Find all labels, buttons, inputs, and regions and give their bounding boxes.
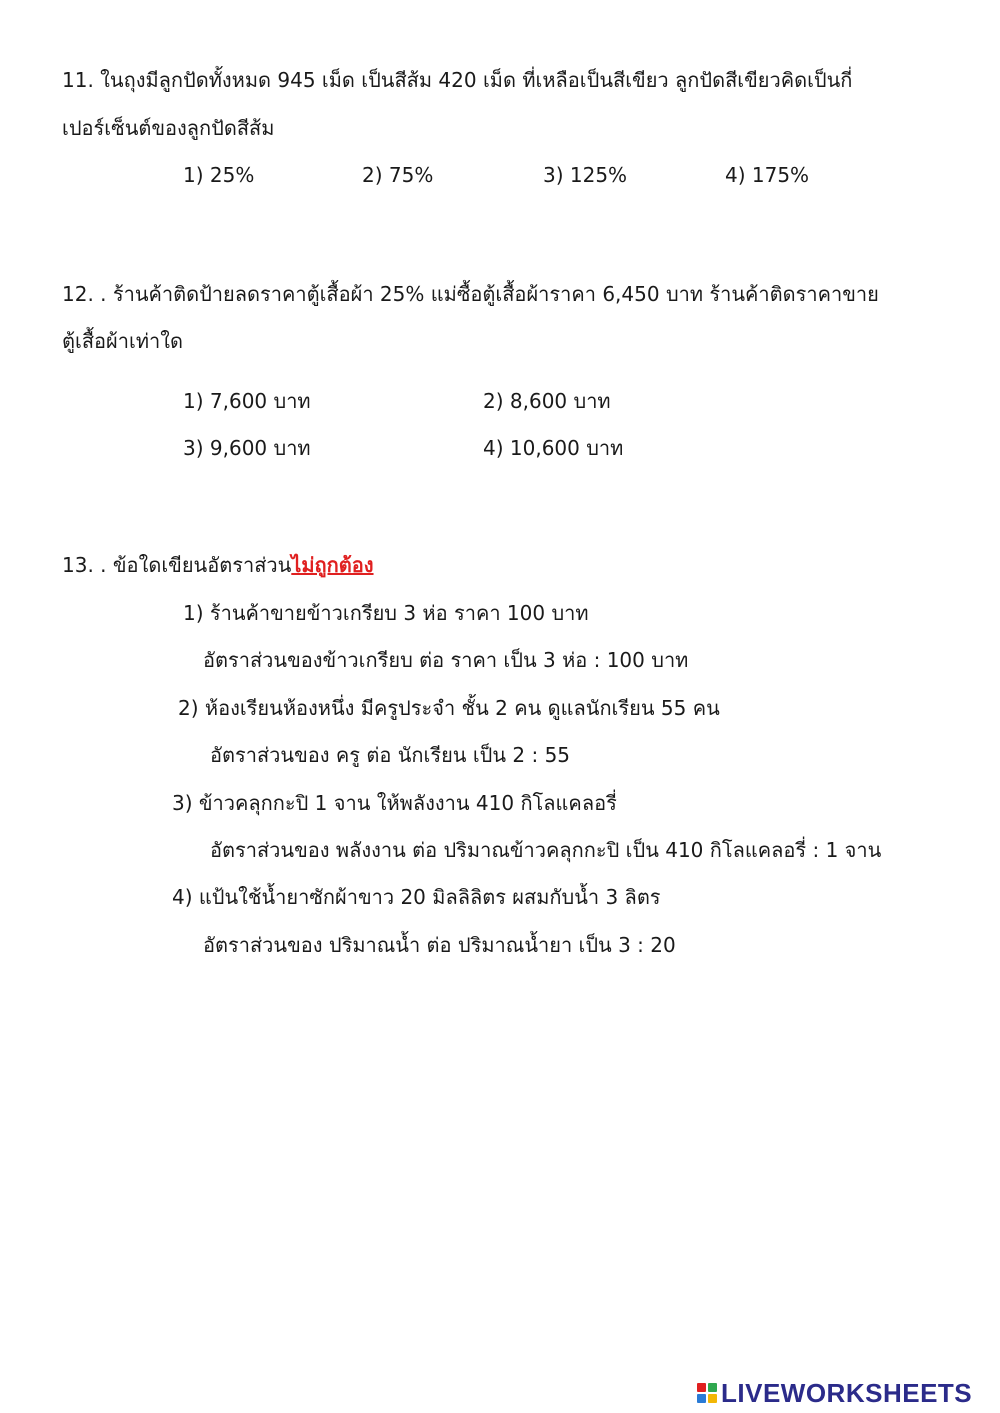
- q13-option-3-ratio: อัตราส่วนของ พลังงาน ต่อ ปริมาณข้าวคลุกกะปิ เป็น 410 กิโลแคลอรี่ : 1 จาน: [210, 838, 882, 862]
- liveworksheets-logo-text: LIVEWORKSHEETS: [721, 1377, 973, 1408]
- q13-option-2-statement[interactable]: 2) ห้องเรียนห้องหนึ่ง มีครูประจำ ชั้น 2 คน ดูแลนักเรียน 55 คน: [178, 696, 720, 720]
- q12-choice-4[interactable]: 4) 10,600 บาท: [483, 436, 624, 460]
- q13-option-3-statement[interactable]: 3) ข้าวคลุกกะปิ 1 จาน ให้พลังงาน 410 กิโลแคลอรี่: [172, 791, 617, 815]
- q13-option-1-ratio: อัตราส่วนของข้าวเกรียบ ต่อ ราคา เป็น 3 ห่อ : 100 บาท: [203, 648, 689, 672]
- liveworksheets-logo-icon: [697, 1383, 717, 1403]
- q11-choice-1[interactable]: 1) 25%: [183, 163, 255, 187]
- q13-option-2-ratio: อัตราส่วนของ ครู ต่อ นักเรียน เป็น 2 : 55: [210, 743, 571, 767]
- q13-option-4-statement[interactable]: 4) แป้นใช้น้ำยาซักผ้าขาว 20 มิลลิลิตร ผสมกับน้ำ 3 ลิตร: [172, 885, 661, 909]
- q13-prompt: [62, 551, 374, 579]
- q12-choice-2[interactable]: 2) 8,600 บาท: [483, 389, 611, 413]
- q13-negation-text: ไม่ถูกต้อง: [291, 553, 374, 577]
- q11-choice-2[interactable]: 2) 75%: [362, 163, 434, 187]
- q12-text-line1: 12. . ร้านค้าติดป้ายลดราคาตู้เสื้อผ้า 25% แม่ซื้อตู้เสื้อผ้าราคา 6,450 บาท ร้านค้าติดราคาขาย: [62, 282, 879, 306]
- q13-option-4-ratio: อัตราส่วนของ ปริมาณน้ำ ต่อ ปริมาณน้ำยา เป็น 3 : 20: [203, 933, 676, 957]
- q13-prompt-text: 13. . ข้อใดเขียนอัตราส่วน: [62, 553, 292, 577]
- q11-text-line1: 11. ในถุงมีลูกปัดทั้งหมด 945 เม็ด เป็นสีส้ม 420 เม็ด ที่เหลือเป็นสีเขียว ลูกปัดสีเขียวคิดเป็นกี่: [62, 68, 853, 92]
- q13-option-1-statement[interactable]: 1) ร้านค้าขายข้าวเกรียบ 3 ห่อ ราคา 100 บาท: [183, 601, 589, 625]
- q12-text-line2: ตู้เสื้อผ้าเท่าใด: [62, 329, 183, 353]
- q12-choice-1[interactable]: 1) 7,600 บาท: [183, 389, 311, 413]
- q11-choice-4[interactable]: 4) 175%: [725, 163, 810, 187]
- q11-choice-3[interactable]: 3) 125%: [543, 163, 628, 187]
- q11-text-line2: เปอร์เซ็นต์ของลูกปัดสีส้ม: [62, 116, 275, 140]
- liveworksheets-logo: [697, 1378, 972, 1408]
- q12-choice-3[interactable]: 3) 9,600 บาท: [183, 436, 311, 460]
